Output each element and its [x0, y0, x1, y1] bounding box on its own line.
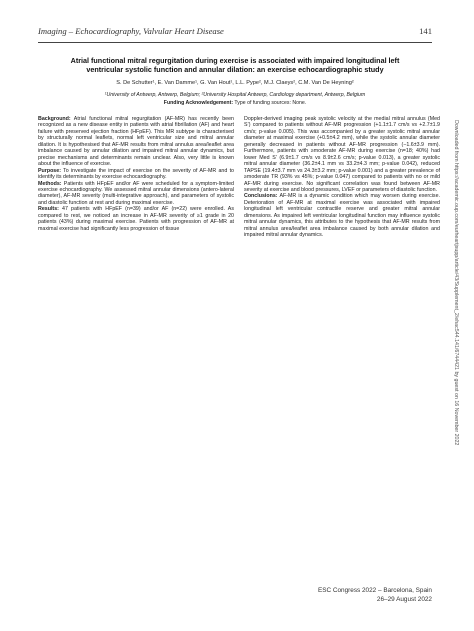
affiliations: ¹University of Antwerp, Antwerp, Belgium; ²University Hospital Antwerp, Cardiology department, Antwerp, Belgium [104, 92, 366, 98]
conclusions-label: Conclusions: [244, 193, 278, 200]
background-text: Atrial functional mitral regurgitation (AF-MR) has recently been recognized as a new disease entity in patients with atrial fibrillation (AF) and heart failure with preserved ejection fraction (HFpEF). This MR subtype is characterised by structurally normal leaflets, normal left ventricular size and mitral annular dilation. It is hypothesised that AF-MR results from mitral annulus area/leaflet area imbalance caused by annular dilation and impaired mitral annular dynamics, but precise mechanisms and determinants remain unclear. Also, very little is known about the influence of exercise. [38, 116, 234, 168]
methods-paragraph [38, 181, 234, 207]
running-title: Imaging – Echocardiography, Valvular Heart Disease [38, 26, 224, 36]
article-title: Atrial functional mitral regurgitation during exercise is associated with impaired longitudinal left ventricular systolic function and annular dilation: an exercise echocardiographic study [70, 56, 400, 74]
background-paragraph [38, 116, 234, 168]
abstract-left-column [38, 116, 234, 232]
funding-acknowledgement [60, 100, 410, 107]
purpose-paragraph [38, 168, 234, 181]
abstract-right-column [244, 116, 440, 239]
congress-footer [318, 586, 432, 604]
conclusions-text: AF-MR is a dynamic condition which may worsen during exercise. Deterioration of AF-MR at maximal exercise was associated with impaired longitudinal left ventricular contractile reserve and greater mitral annular dimensions. As impaired left ventricular longitudinal function may influence systolic mitral annular dynamics, this attributes to the hypothesis that AF-MR results from mitral annulus area/leaflet area imbalance caused by both annular dilation and impaired mitral annular dynamics. [244, 193, 440, 239]
methods-label: Methods: [38, 180, 62, 187]
results-text-left: 47 patients with HFpEF (n=39) and/or AF (n=22) were enrolled. As compared to rest, we noticed an increase in AF-MR severity of ≥1 grade in 20 patients (43%) during maximal exercise. Patients with progression of AF-MR at maximal exercise had significantly less progression of tissue [38, 206, 234, 232]
congress-dates: 26–29 August 2022 [376, 596, 432, 603]
congress-name: ESC Congress 2022 – Barcelona, Spain [317, 587, 432, 594]
download-watermark: Downloaded from https://academic.oup.com/eurheartjsupp/article/43/Supplement_2/ehac544.141/6744421 by guest on 16 November 2022 [453, 120, 459, 446]
header-rule [38, 42, 432, 43]
methods-text: Patients with HFpEF and/or AF were scheduled for a symptom-limited exercise echocardiography. We assessed mitral annular dimensions (antero-lateral diameter), AF-MR severity (multi-integrative approach), and parameters of systolic and diastolic function at rest and during maximal exercise. [38, 180, 234, 206]
results-continued-paragraph: Doppler-derived imaging peak systolic velocity at the medial mitral annulus (Med S’) compared to patients without AF-MR progression (+1.1±1.7 cm/s vs +2.7±1.9 cm/s; p-value 0.005). This was accompanied by a greater systolic mitral annular diameter at maximal exercise (+0.5±4.2 mm), while the systolic annular diameter generally decreased in patients without AF-MR progression (−1.6±3.9 mm). Furthermore, patients with ≥moderate AF-MR during exercise (n=18; 40%) had lower Med S’ (6.9±1.7 cm/s vs 8.9±2.6 cm/s; p-value 0.013), a greater systolic mitral annular diameter (36.2±4.1 mm vs 33.2±4.3 mm; p-value 0.042), reduced TAPSE (19.4±3.7 mm vs 24.3±3.2 mm; p-value 0.001) and a greater prevalence of ≥moderate TR (93% vs 45%; p-value 0.047) compared to patients with no or mild AF-MR during exercise. No significant correlation was found between AF-MR severity at exercise and blood pressures, LVEF or parameters of diastolic function. [244, 116, 440, 193]
funding-label: Funding Acknowledgement: [163, 100, 234, 106]
author-list: S. De Schutter¹, E. Van Damme¹, G. Van Hout¹, L.L. Pype², M.J. Claeys², C.M. Van De Heyning² [116, 80, 354, 86]
background-label: Background: [38, 116, 71, 122]
page-number: 141 [419, 26, 432, 36]
running-head [38, 26, 432, 40]
results-label: Results: [38, 206, 59, 213]
funding-text: Type of funding sources: None. [234, 100, 307, 106]
purpose-label: Purpose: [38, 167, 61, 174]
conclusions-paragraph [244, 193, 440, 238]
results-paragraph [38, 206, 234, 232]
purpose-text: To investigate the impact of exercise on the severity of AF-MR and to identify its determinants by exercise echocardiography. [38, 167, 234, 181]
